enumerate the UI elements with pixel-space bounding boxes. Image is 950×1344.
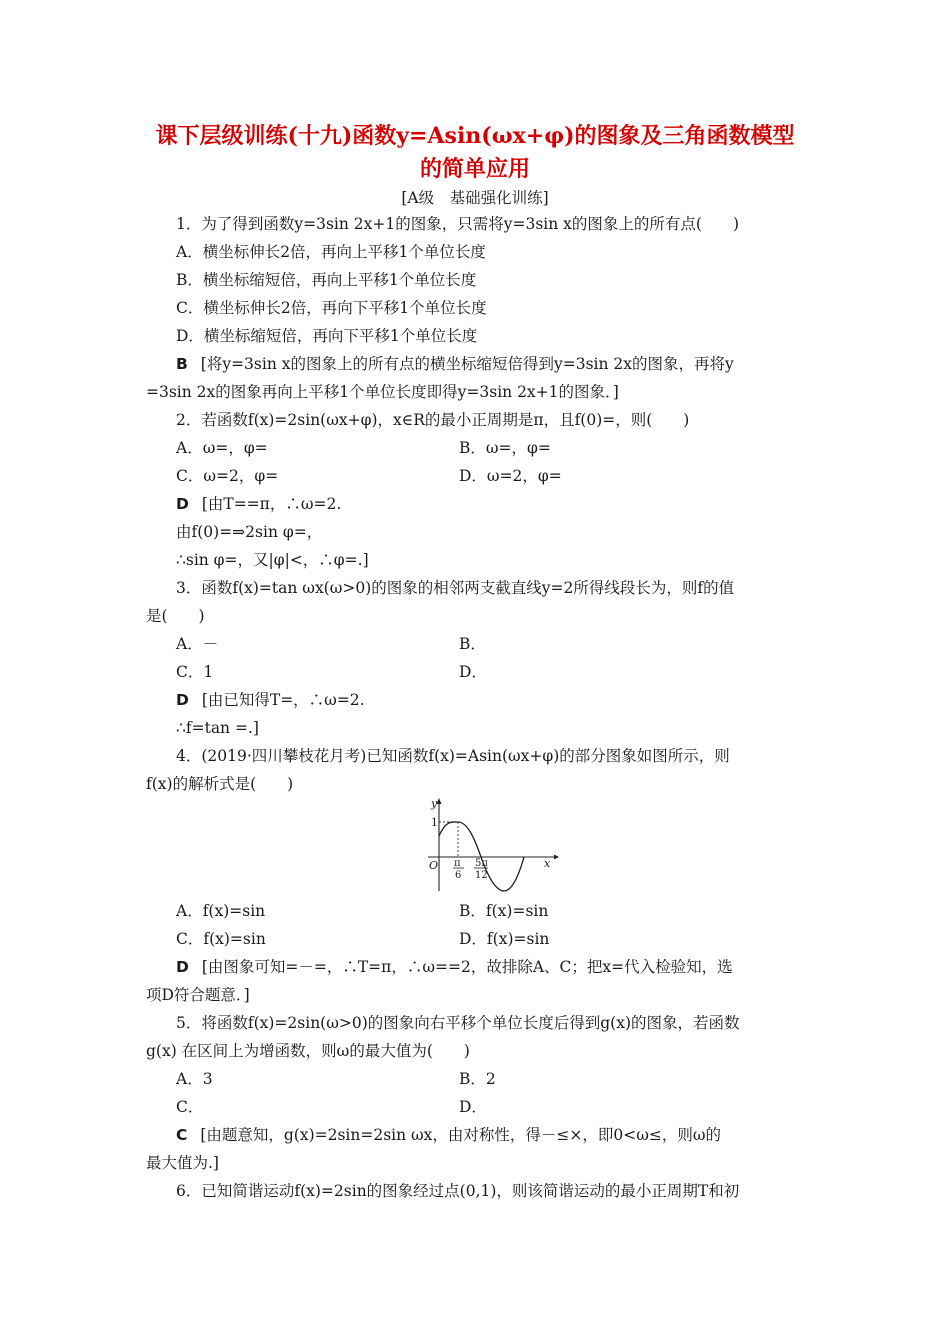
q2-stem: 2．若函数f(x)=2sin(ωx+φ)，x∈R的最小正周期是π，且f(0)=，则( ) [176, 411, 690, 429]
y-axis-label: y [431, 797, 438, 810]
x-tick1-denominator: 6 [455, 870, 462, 881]
q4-explanation: [由图象可知=－=，∴T=π，∴ω==2，故排除A、C；把x=代入检验知，选 [201, 958, 733, 976]
q5-explanation: [由题意知，g(x)=2sin=2sin ωx，由对称性，得－≤×，即0<ω≤，则ω的 [200, 1126, 722, 1144]
q1-option-d: D．横坐标缩短倍，再向下平移1个单位长度 [176, 327, 478, 345]
x-tick2-denominator: 12 [475, 870, 488, 881]
q1-option-c: C．横坐标伸长2倍，再向下平移1个单位长度 [176, 299, 487, 317]
q4-option-b: B．f(x)=sin [459, 902, 549, 920]
q3-option-d: D． [459, 663, 487, 681]
q4-answer-letter: D [176, 958, 189, 976]
q1-answer [176, 353, 734, 375]
q2-explanation: [由T==π，∴ω=2. [201, 495, 342, 513]
q2-answer-letter: D [176, 495, 189, 513]
q2-explanation-line3: ∴sin φ=，又|φ|<，∴φ=.] [176, 551, 369, 569]
q3-explanation-line2: ∴f=tan =.] [176, 719, 259, 737]
x-axis-arrow [554, 855, 559, 860]
q5-answer [176, 1124, 721, 1146]
page-title-continued: 的简单应用 [419, 156, 530, 182]
q2-answer [176, 493, 341, 515]
q2-explanation-line2: 由f(0)=⇒2sin φ=， [176, 523, 323, 541]
q2-option-a: A．ω=，φ= [176, 439, 268, 457]
sine-graph-figure [420, 795, 560, 895]
q2-option-b: B．ω=，φ= [459, 439, 551, 457]
q5-option-a: A．3 [176, 1070, 213, 1088]
q4-stem: 4．(2019·四川攀枝花月考)已知函数f(x)=Asin(ωx+φ)的部分图象如图所示，则 [176, 747, 730, 765]
q1-explanation-cont: =3sin 2x的图象再向上平移1个单位长度即得y=3sin 2x+1的图象．] [146, 383, 619, 401]
q4-explanation-cont: 项D符合题意．] [146, 986, 250, 1004]
q3-stem: 3．函数f(x)=tan ωx(ω>0)的图象的相邻两支截直线y=2所得线段长为，则f的值 [176, 579, 735, 597]
q1-answer-letter: B [176, 355, 188, 373]
q1-stem: 1．为了得到函数y=3sin 2x+1的图象，只需将y=3sin x的图象上的所有点( ) [176, 215, 740, 233]
q2-option-d: D．ω=2，φ= [459, 467, 562, 485]
q1-option-a: A．横坐标伸长2倍，再向上平移1个单位长度 [176, 243, 486, 261]
y-tick-label: 1 [431, 816, 438, 829]
q3-stem-cont: 是( ) [146, 607, 205, 625]
q4-option-a: A．f(x)=sin [176, 902, 266, 920]
x-tick1-numerator: π [454, 858, 461, 869]
q3-answer [176, 689, 365, 711]
q3-answer-letter: D [176, 691, 189, 709]
q5-option-b: B．2 [459, 1070, 496, 1088]
q2-option-c: C．ω=2，φ= [176, 467, 279, 485]
q3-option-c: C．1 [176, 663, 214, 681]
q4-answer [176, 956, 733, 978]
q5-explanation-cont: 最大值为.] [146, 1154, 219, 1172]
q5-option-c: C． [176, 1098, 204, 1116]
q1-explanation: [将y=3sin x的图象上的所有点的横坐标缩短倍得到y=3sin 2x的图象，再将y [200, 355, 734, 373]
q5-answer-letter: C [176, 1126, 188, 1144]
section-heading: [A级 基础强化训练] [401, 189, 549, 207]
q4-stem-cont: f(x)的解析式是( ) [146, 775, 294, 793]
q6-stem: 6．已知简谐运动f(x)=2sin的图象经过点(0,1)，则该简谐运动的最小正周期T和初 [176, 1182, 740, 1200]
origin-label: O [429, 859, 439, 872]
q5-stem-cont: g(x) 在区间上为增函数，则ω的最大值为( ) [146, 1042, 470, 1060]
page-title: 课下层级训练(十九)函数y=Asin(ωx+φ)的图象及三角函数模型 [155, 123, 795, 149]
q5-option-d: D． [459, 1098, 487, 1116]
q4-function-graph [420, 795, 560, 895]
q4-option-c: C．f(x)=sin [176, 930, 266, 948]
q4-option-d: D．f(x)=sin [459, 930, 550, 948]
q1-option-b: B．横坐标缩短倍，再向上平移1个单位长度 [176, 271, 477, 289]
q3-explanation: [由已知得T=，∴ω=2. [201, 691, 365, 709]
q3-option-a: A．－ [176, 635, 219, 653]
y-axis-arrow [437, 798, 442, 804]
x-axis-label: x [544, 857, 551, 870]
x-tick2-numerator: 5π [475, 858, 488, 869]
q5-stem: 5．将函数f(x)=2sin(ω>0)的图象向右平移个单位长度后得到g(x)的图象，若函数 [176, 1014, 740, 1032]
q3-option-b: B． [459, 635, 486, 653]
